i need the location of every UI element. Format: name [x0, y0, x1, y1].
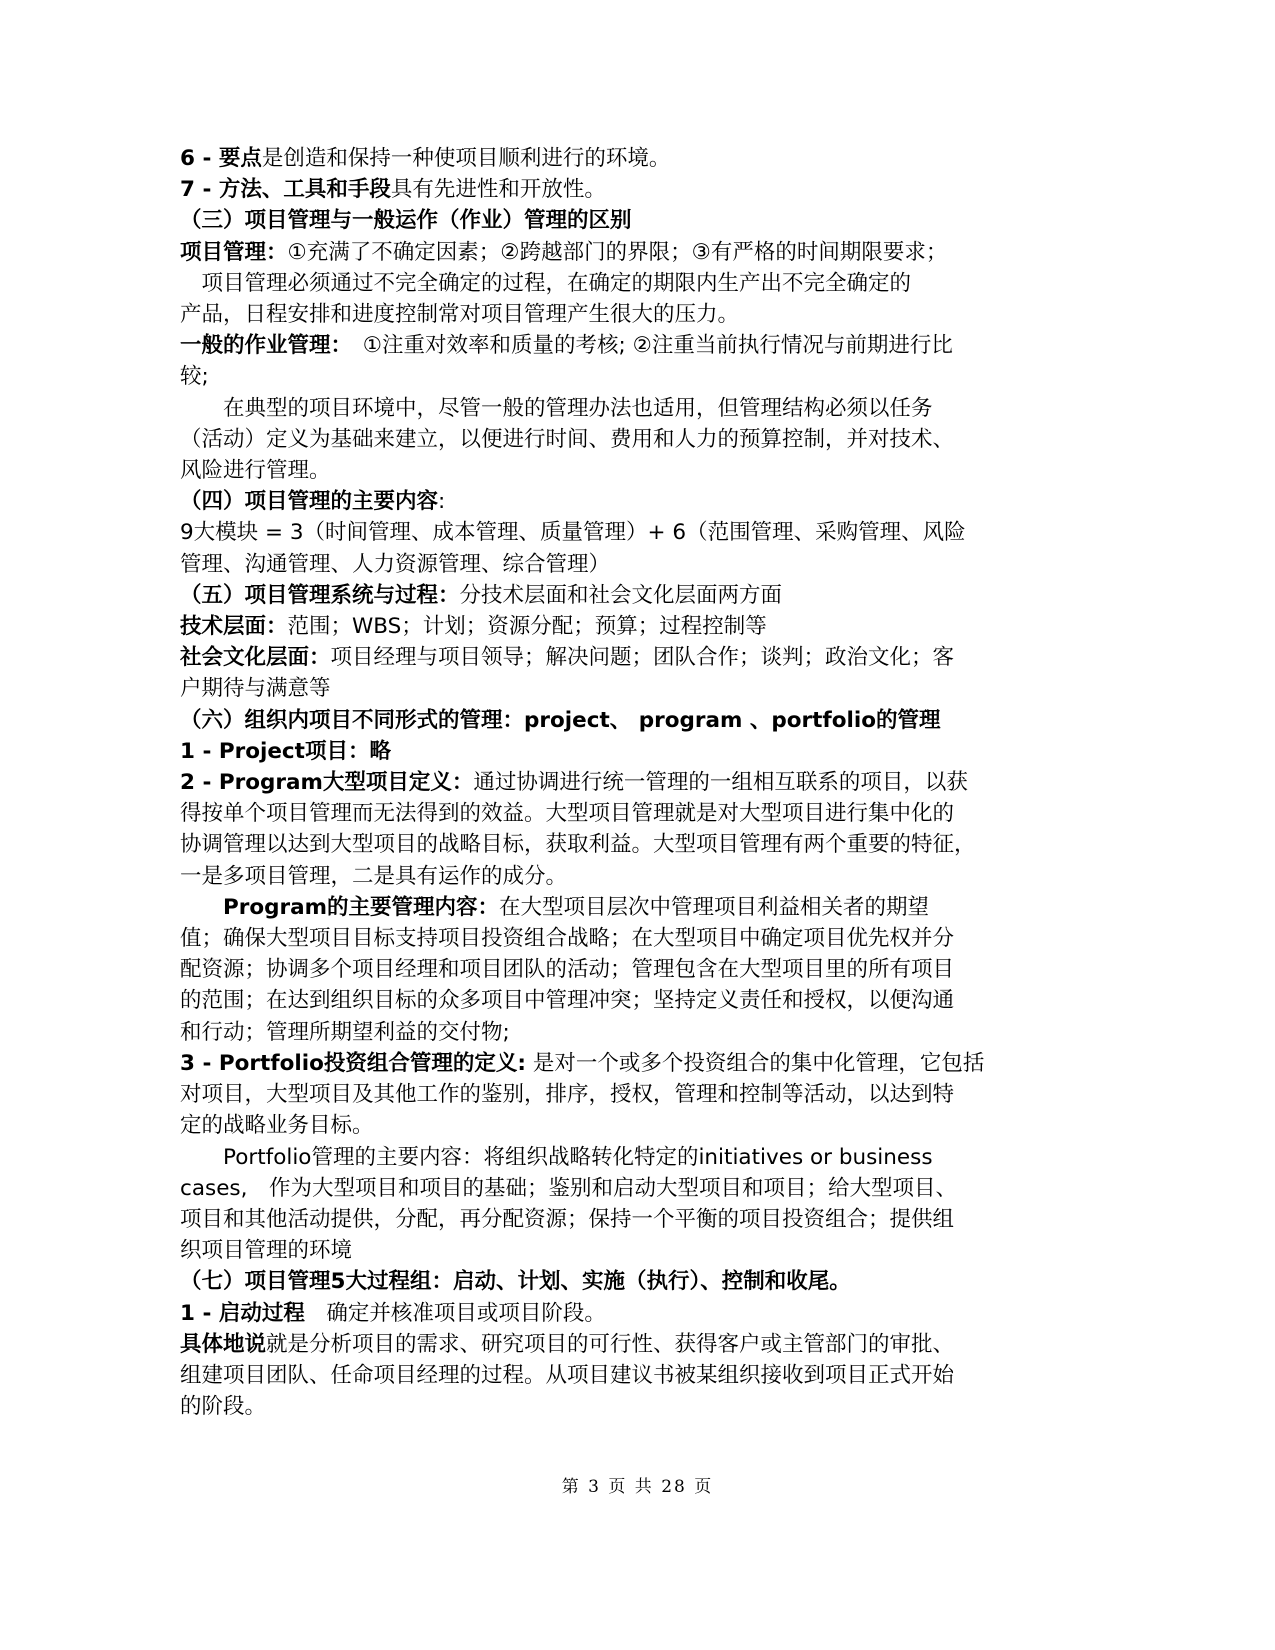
body-text: 是对一个或多个投资组合的集中化管理，它包括 — [526, 1050, 985, 1076]
text-line — [180, 985, 1050, 1016]
text-line — [180, 642, 1050, 673]
body-text: 是创造和保持一种使项目顺利进行的环境。 — [261, 146, 671, 171]
body-text: 9大模块 = 3（时间管理、成本管理、质量管理）+ 6（范围管理、采购管理、风险 — [180, 520, 966, 546]
text-line — [180, 705, 1050, 736]
body-text: 织项目管理的环境 — [180, 1238, 353, 1264]
bold-label: 3 - Portfolio投资组合管理的定义: — [180, 1050, 526, 1076]
body-text: 的阶段。 — [180, 1394, 267, 1420]
body-text: （活动）定义为基础来建立，以便进行时间、费用和人力的预算控制，并对技术、 — [180, 426, 955, 452]
text-line — [180, 1173, 1050, 1204]
text-line — [180, 892, 1050, 923]
body-text: 定的战略业务目标。 — [180, 1113, 374, 1139]
body-text: 具有先进性和开放性。 — [390, 177, 606, 203]
text-line — [180, 829, 1050, 860]
text-line — [180, 1079, 1050, 1110]
body-text: 项目管理必须通过不完全确定的过程，在确定的期限内生产出不完全确定的 — [180, 270, 912, 296]
body-text: 管理、沟通管理、人力资源管理、综合管理） — [180, 551, 611, 577]
text-line — [180, 143, 1050, 174]
text-line — [180, 1298, 1050, 1329]
body-text: 的范围；在达到组织目标的众多项目中管理冲突；坚持定义责任和授权，以便沟通 — [180, 988, 955, 1014]
body-text: 风险进行管理。 — [180, 458, 331, 484]
body-text: 通过协调进行统一管理的一组相互联系的项目，以获 — [473, 770, 968, 796]
bold-label: 2 - Program大型项目定义： — [180, 770, 474, 796]
text-line — [180, 611, 1050, 642]
text-line — [180, 330, 1050, 361]
text-line — [180, 673, 1050, 704]
body-text: 户期待与满意等 — [180, 676, 331, 702]
body-text: 对项目，大型项目及其他工作的鉴别，排序，授权，管理和控制等活动，以达到特 — [180, 1082, 955, 1108]
body-text: 确定并核准项目或项目阶段。 — [304, 1300, 606, 1326]
text-line — [180, 1391, 1050, 1422]
text-line — [180, 923, 1050, 954]
body-text: cases, 作为大型项目和项目的基础；鉴别和启动大型项目和项目；给大型项目、 — [180, 1175, 957, 1201]
text-line — [180, 424, 1050, 455]
text-line — [180, 1266, 1050, 1297]
body-text: 配资源；协调多个项目经理和项目团队的活动；管理包含在大型项目里的所有项目 — [180, 957, 955, 983]
body-text: 范围；WBS；计划；资源分配；预算；过程控制等 — [287, 614, 767, 640]
bold-label: （七）项目管理5大过程组：启动、计划、实施（执行）、控制和收尾。 — [180, 1269, 851, 1295]
text-line — [180, 486, 1050, 517]
bold-label: Program的主要管理内容： — [180, 894, 500, 920]
body-text: 项目和其他活动提供，分配，再分配资源；保持一个平衡的项目投资组合；提供组 — [180, 1206, 955, 1232]
text-line — [180, 736, 1050, 767]
text-line — [180, 580, 1050, 611]
document-body — [180, 143, 1050, 1422]
text-line — [180, 361, 1050, 392]
page-footer: 第 3 页 共 28 页 — [561, 1477, 714, 1497]
bold-label: 7 - 方法、工具和手段 — [180, 177, 391, 203]
body-text: 较; — [180, 364, 209, 390]
body-text: 组建项目团队、任命项目经理的过程。从项目建议书被某组织接收到项目正式开始 — [180, 1362, 955, 1388]
text-line — [180, 767, 1050, 798]
text-line — [180, 1235, 1050, 1266]
text-line — [180, 1142, 1050, 1173]
text-line — [180, 237, 1050, 268]
body-text: 分技术层面和社会文化层面两方面 — [459, 582, 783, 608]
text-line — [180, 1329, 1050, 1360]
text-line — [180, 954, 1050, 985]
bold-label: （四）项目管理的主要内容 — [180, 489, 439, 515]
bold-label: 一般的作业管理： — [180, 333, 342, 359]
text-line — [180, 549, 1050, 580]
bold-label: 社会文化层面： — [180, 645, 331, 671]
text-line — [180, 1360, 1050, 1391]
bold-label: 技术层面： — [180, 614, 288, 640]
bold-label: 6 - 要点 — [180, 146, 262, 171]
text-line — [180, 861, 1050, 892]
body-text: 得按单个项目管理而无法得到的效益。大型项目管理就是对大型项目进行集中化的 — [180, 801, 955, 827]
bold-label: （五）项目管理系统与过程： — [180, 582, 460, 608]
bold-label: 具体地说 — [180, 1331, 267, 1357]
bold-label: 1 - 启动过程 — [180, 1300, 305, 1326]
body-text: : — [438, 489, 446, 515]
bold-label: （三）项目管理与一般运作（作业）管理的区别 — [180, 208, 632, 234]
text-line — [180, 517, 1050, 548]
body-text: 协调管理以达到大型项目的战略目标，获取利益。大型项目管理有两个重要的特征， — [180, 832, 976, 858]
text-line — [180, 798, 1050, 829]
body-text: 和行动；管理所期望利益的交付物; — [180, 1019, 510, 1045]
text-line — [180, 174, 1050, 205]
text-line — [180, 299, 1050, 330]
body-text: ①充满了不确定因素；②跨越部门的界限；③有严格的时间期限要求； — [287, 239, 948, 265]
text-line — [180, 455, 1050, 486]
text-line — [180, 205, 1050, 236]
text-line — [180, 1017, 1050, 1048]
body-text: 项目经理与项目领导；解决问题；团队合作；谈判；政治文化；客 — [330, 645, 955, 671]
bold-label: 项目管理： — [180, 239, 288, 265]
text-line — [180, 393, 1050, 424]
body-text: Portfolio管理的主要内容：将组织战略转化特定的initiatives or business — [180, 1144, 933, 1170]
text-line — [180, 1110, 1050, 1141]
text-line — [180, 1048, 1050, 1079]
body-text: ①注重对效率和质量的考核; ②注重当前执行情况与前期进行比 — [341, 333, 953, 359]
body-text: 产品，日程安排和进度控制常对项目管理产生很大的压力。 — [180, 302, 740, 328]
text-line — [180, 268, 1050, 299]
body-text: 值；确保大型项目目标支持项目投资组合战略；在大型项目中确定项目优先权并分 — [180, 926, 955, 952]
body-text: 就是分析项目的需求、研究项目的可行性、获得客户或主管部门的审批、 — [266, 1331, 955, 1357]
body-text: 一是多项目管理，二是具有运作的成分。 — [180, 863, 568, 889]
text-line — [180, 1204, 1050, 1235]
bold-label: 1 - Project项目：略 — [180, 738, 391, 764]
body-text: 在大型项目层次中管理项目利益相关者的期望 — [499, 894, 930, 920]
body-text: 在典型的项目环境中，尽管一般的管理办法也适用，但管理结构必须以任务 — [180, 395, 933, 421]
bold-label: （六）组织内项目不同形式的管理：project、 program 、portfolio的管理 — [180, 707, 941, 733]
